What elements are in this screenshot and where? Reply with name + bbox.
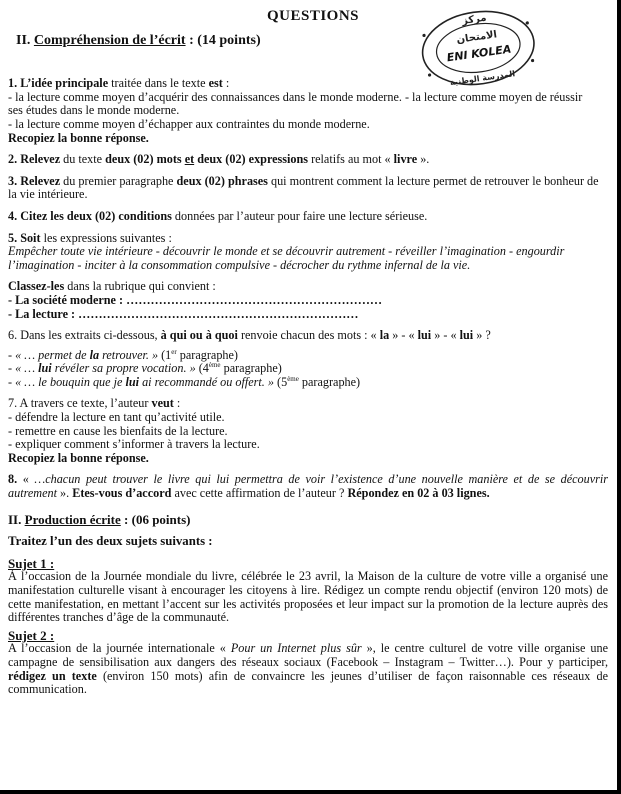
- q7-option-3: - expliquer comment s’informer à travers la lecture.: [8, 437, 260, 452]
- q1-option-3: - la lecture comme moyen d’échapper aux contraintes du monde moderne.: [8, 116, 370, 131]
- stamp-bottom-text: المدرسة الوطنية: [449, 69, 516, 88]
- q6-extract-3: - « … le bouquin que je lui ai recommandé ou offert. » (5ème paragraphe): [8, 374, 361, 389]
- q6-extract-1: - « … permet de la retrouver. » (1er paragraphe): [8, 347, 238, 362]
- q5-rubric-society: - La société moderne : ………………………………………………………: [8, 292, 383, 307]
- question-5: 5. Soit les expressions suivantes : Empêcher toute vie intérieure - découvrir le monde et se découvrir autrement - réveiller l’imagination - engourdir l’imagination - inciter à la consommation compulsive - décrocher du rythme infernal de la vie. Classez-les dans la rubrique qui convient : - La société moderne : ……………………………………………………… - La lecture : ……………………………………………………………: [8, 232, 608, 322]
- q1-instruction: Recopiez la bonne réponse.: [8, 130, 149, 145]
- section-production-title: Production écrite: [24, 511, 121, 527]
- stamp-top-text: مركز: [461, 12, 488, 27]
- question-2: 2. Relevez du texte deux (02) mots et deux (02) expressions relatifs au mot « livre ».: [8, 152, 430, 167]
- q6-extract-2: - « … lui révéler sa propre vocation. » (4ème paragraphe): [8, 361, 282, 376]
- sujet-1-text: À l’occasion de la Journée mondiale du livre, célébrée le 23 avril, la Maison de la culture de votre ville a organisé une manifestation culturelle visant à encourager les citoyens à lire. Rédigez un compte rendu objectif (environ 120 mots) de cette manifestation, en mettant l’accent sur les activités proposées et leur impact sur la promotion de la lecture auprès des différentes tranches d’âge de la communauté.: [8, 569, 608, 625]
- section-production-heading: II. Production écrite : (06 points): [8, 511, 191, 527]
- q5-rubric-reading: - La lecture : ……………………………………………………………: [8, 306, 359, 321]
- stamp-name: ENI KOLEA: [446, 42, 513, 65]
- page-title: QUESTIONS: [266, 8, 360, 24]
- section-comprehension-heading: II. Compréhension de l’écrit : (14 points): [16, 32, 261, 48]
- q7-option-1: - défendre la lecture en tant qu’activité utile.: [8, 410, 225, 425]
- question-3: 3. Relevez du premier paragraphe deux (02) phrases qui montrent comment la lecture permet de retrouver le bonheur de la vie intérieure.: [8, 173, 599, 202]
- stamp-mid-text: الامتحان: [455, 29, 498, 46]
- production-instruction: Traitez l’un des deux sujets suivants :: [8, 534, 213, 549]
- q1-option-1: - la lecture comme moyen d’acquérir des connaissances dans le monde moderne. - la lecture comme moyen de réussir ses études dans le monde moderne.: [8, 89, 583, 118]
- sujet-2-text: A l’occasion de la journée internationale « Pour un Internet plus sûr », le centre culturel de votre ville organise une campagne de sensibilisation aux dangers des réseaux sociaux (Facebook – Instagram – Twitter…). Pour y participer, rédigez un texte (environ 150 mots) afin de convaincre les jeunes d’utiliser de façon raisonnable ces réseaux de communication.: [8, 641, 609, 697]
- question-1: 1. L’idée principale traitée dans le texte est : - la lecture comme moyen d’acquérir des connaissances dans le monde moderne. - la lecture comme moyen de réussir ses études dans le monde moderne. - la lecture comme moyen d’échapper aux contraintes du monde moderne. Recopiez la bonne réponse.: [8, 77, 608, 145]
- sujet-1-label: Sujet 1 :: [8, 555, 55, 571]
- q7-instruction: Recopiez la bonne réponse.: [8, 450, 149, 465]
- document-page: [8, 6, 608, 697]
- question-6: 6. Dans les extraits ci-dessous, à qui ou à quoi renvoie chacun des mots : « la » - « lui » - « lui » ? - « … permet de la retrouver. » (1er paragraphe) - « … lui révéler sa propre vocation. » (4ème paragraphe) - « … le bouquin que je lui ai recommandé ou offert. » (5ème paragraphe): [8, 329, 608, 389]
- question-4: 4. Citez les deux (02) conditions données par l’auteur pour faire une lecture sérieuse.: [8, 208, 428, 223]
- sujet-2-label: Sujet 2 :: [8, 627, 55, 643]
- q5-expressions: Empêcher toute vie intérieure - découvrir le monde et se découvrir autrement - réveiller l’imagination - engourdir l’imagination - inciter à la consommation compulsive - décrocher du rythme infernal de la vie.: [8, 244, 565, 272]
- question-8: 8. « …chacun peut trouver le livre qui lui permettra de voir l’existence d’une nouvelle manière et de se découvrir autrement ». Etes-vous d’accord avec cette affirmation de l’auteur ? Répondez en 02 à 03 lignes.: [8, 472, 609, 501]
- question-7: 7. A travers ce texte, l’auteur veut : - défendre la lecture en tant qu’activité utile. - remettre en cause les bienfaits de la lecture. - expliquer comment s’informer à travers la lecture. Recopiez la bonne réponse.: [8, 397, 608, 465]
- q7-option-2: - remettre en cause les bienfaits de la lecture.: [8, 423, 228, 438]
- section-comprehension-title: Compréhension de l’écrit: [33, 32, 186, 48]
